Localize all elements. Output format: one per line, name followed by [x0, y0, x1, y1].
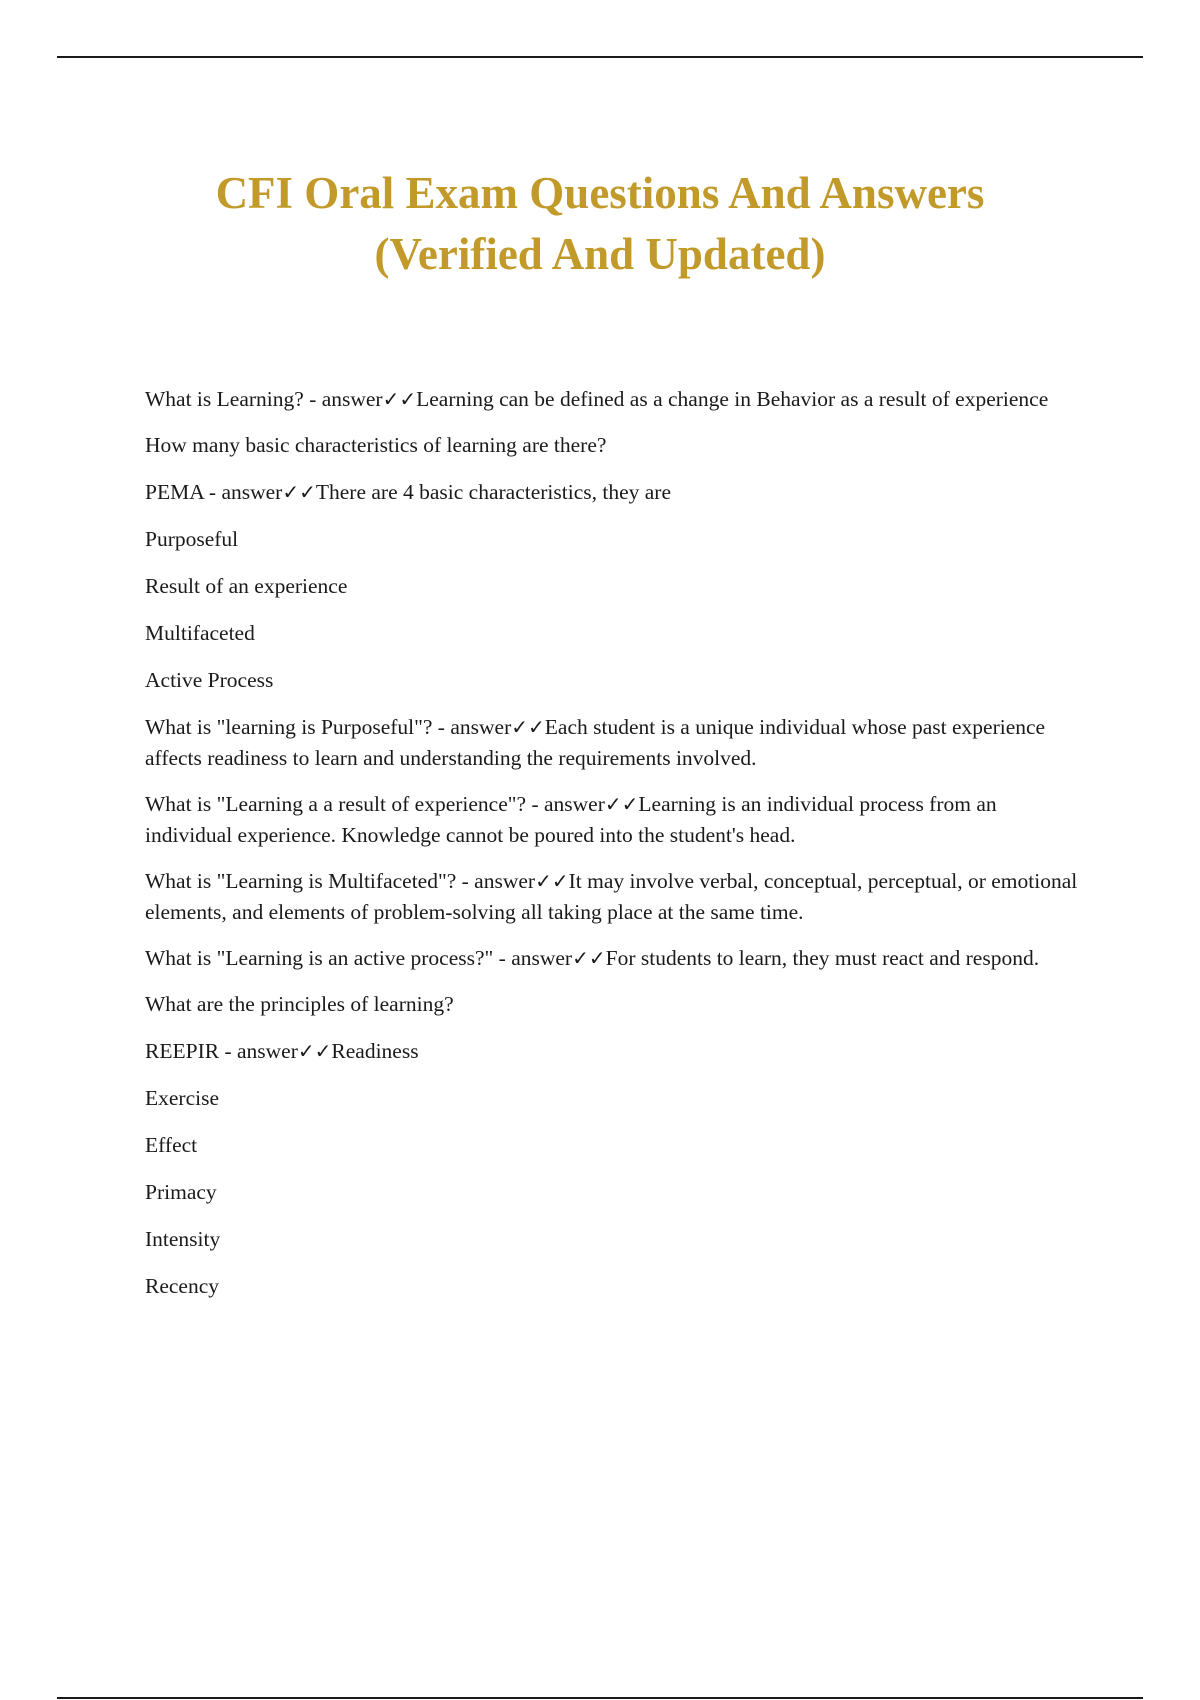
item-text: Exercise: [145, 1086, 220, 1110]
answer-text: It may involve verbal, conceptual, perceptual, or emotional elements, and elements of problem-solving all taking place at the same time.: [145, 869, 1078, 924]
checkmark-icon: ✓✓: [282, 480, 316, 504]
qa-paragraph: [145, 384, 1085, 415]
question-text: What is "Learning is an active process?" - answer: [145, 946, 573, 970]
list-item: [145, 618, 1085, 649]
question-text: What is "learning is Purposeful"? - answer: [145, 715, 512, 739]
qa-paragraph: [145, 712, 1085, 774]
list-item: [145, 1271, 1085, 1302]
question-text: What are the principles of learning?: [145, 992, 454, 1016]
item-text: Active Process: [145, 668, 274, 692]
checkmark-icon: ✓✓: [535, 869, 569, 893]
answer-text: For students to learn, they must react and respond.: [605, 946, 1040, 970]
question-text: REEPIR - answer: [145, 1039, 298, 1063]
item-text: Purposeful: [145, 527, 239, 551]
bottom-rule: [57, 1697, 1143, 1699]
qa-paragraph: [145, 866, 1085, 928]
question-text: What is "Learning a a result of experience"? - answer: [145, 792, 605, 816]
item-text: Multifaceted: [145, 621, 255, 645]
checkmark-icon: ✓✓: [382, 387, 417, 411]
qa-paragraph: [145, 789, 1085, 851]
answer-text: Learning is an individual process from an individual experience. Knowledge cannot be poured into the student's head.: [145, 792, 997, 847]
list-item: [145, 665, 1085, 696]
answer-text: Readiness: [331, 1039, 419, 1063]
list-item: [145, 571, 1085, 602]
title-line-2: (Verified And Updated): [374, 229, 826, 279]
answer-text: Each student is a unique individual whose past experience affects readiness to learn and understanding the requirements involved.: [145, 715, 1046, 770]
answer-text: Learning can be defined as a change in Behavior as a result of experience: [416, 387, 1049, 411]
question-text: What is "Learning is Multifaceted"? - answer: [145, 869, 536, 893]
item-text: Effect: [145, 1133, 198, 1157]
list-item: [145, 1177, 1085, 1208]
item-text: Recency: [145, 1274, 220, 1298]
checkmark-icon: ✓✓: [604, 792, 639, 816]
qa-paragraph: [145, 1036, 1085, 1067]
title-line-1: CFI Oral Exam Questions And Answers: [215, 168, 985, 218]
top-rule: [57, 56, 1143, 58]
checkmark-icon: ✓✓: [572, 946, 606, 970]
qa-paragraph: [145, 430, 1085, 461]
item-text: Result of an experience: [145, 574, 348, 598]
question-text: What is Learning? - answer: [145, 387, 383, 411]
question-text: How many basic characteristics of learning are there?: [145, 433, 607, 457]
checkmark-icon: ✓✓: [511, 715, 545, 739]
item-text: Primacy: [145, 1180, 217, 1204]
item-text: Intensity: [145, 1227, 221, 1251]
list-item: [145, 1224, 1085, 1255]
checkmark-icon: ✓✓: [297, 1039, 332, 1063]
list-item: [145, 1130, 1085, 1161]
document-body: [145, 384, 1085, 1318]
answer-text: There are 4 basic characteristics, they are: [315, 480, 672, 504]
document-title: [100, 163, 1100, 285]
qa-paragraph: [145, 943, 1085, 974]
list-item: [145, 524, 1085, 555]
qa-paragraph: [145, 989, 1085, 1020]
qa-paragraph: [145, 477, 1085, 508]
question-text: PEMA - answer: [145, 480, 283, 504]
list-item: [145, 1083, 1085, 1114]
